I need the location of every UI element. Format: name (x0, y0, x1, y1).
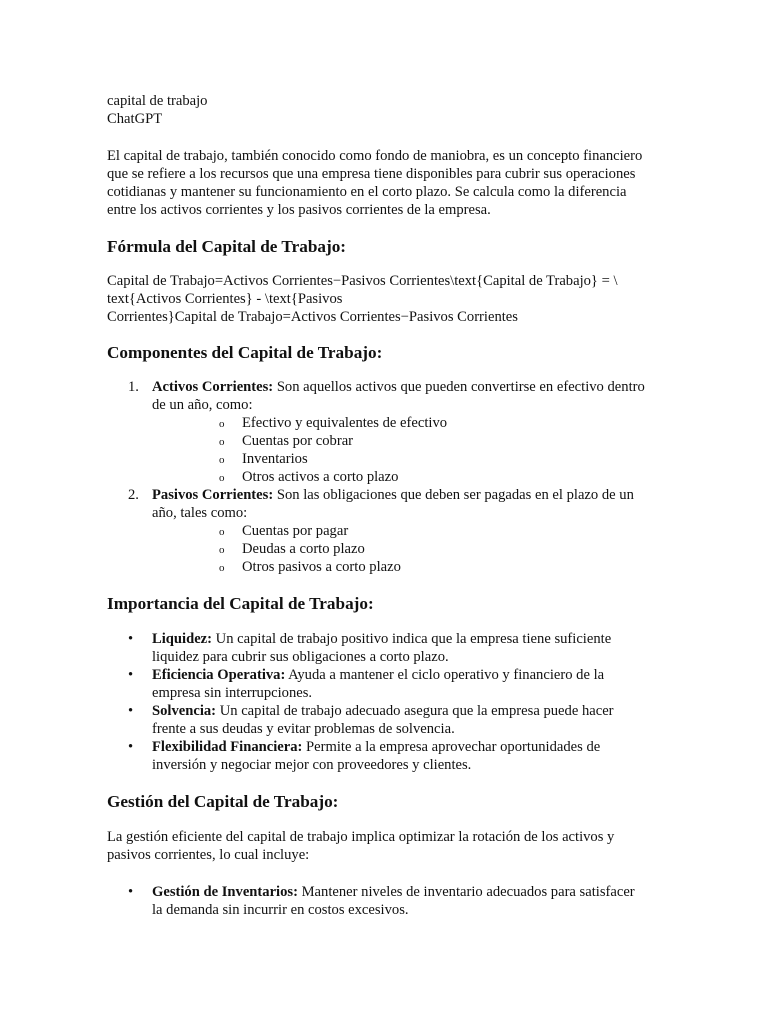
formula-line: Corrientes}Capital de Trabajo=Activos Corrientes−Pasivos Corrientes (107, 309, 518, 325)
list-number: 1. (128, 379, 139, 395)
list-item: • Solvencia: Un capital de trabajo adecuado asegura que la empresa puede hacer frente a sus deudas y evitar problemas de solvencia. (128, 703, 614, 737)
sub-list-item: o Inventarios (219, 451, 308, 467)
item-label: Flexibilidad Financiera: (152, 739, 303, 755)
formula-paragraph (107, 272, 667, 326)
intro-line: cotidianas y mantener su funcionamiento en el corto plazo. Se calcula como la diferencia (107, 184, 627, 200)
sub-list-item: o Deudas a corto plazo (219, 541, 365, 557)
management-paragraph: La gestión eficiente del capital de trabajo implica optimizar la rotación de los activos y pasivos corrientes, lo cual incluye: (107, 829, 615, 863)
item-label: Gestión de Inventarios: (152, 884, 298, 900)
bullet-icon: • (128, 739, 134, 755)
item-text: Son aquellos activos que pueden convertirse en efectivo dentro (273, 379, 645, 395)
bullet-icon: • (128, 703, 134, 719)
intro-line: El capital de trabajo, también conocido como fondo de maniobra, es un concepto financiero (107, 148, 643, 164)
sub-list-item: o Cuentas por pagar (219, 523, 349, 539)
item-label: Activos Corrientes: (152, 379, 274, 395)
importance-heading: Importancia del Capital de Trabajo: (107, 594, 374, 613)
list-item: • Gestión de Inventarios: Mantener niveles de inventario adecuados para satisfacer la demanda sin incurrir en costos excesivos. (128, 884, 635, 918)
sub-list (152, 522, 667, 576)
components-list (107, 378, 667, 576)
circle-bullet-icon: o (219, 472, 225, 484)
list-number: 2. (128, 487, 139, 503)
list-item: • Flexibilidad Financiera: Permite a la empresa aprovechar oportunidades de inversión y negociar mejor con proveedores y clientes. (128, 739, 601, 773)
intro-line: que se refiere a los recursos que una empresa tiene disponibles para cubrir sus operaciones (107, 166, 636, 182)
item-label: Pasivos Corrientes: (152, 487, 274, 503)
item-label: Liquidez: (152, 631, 213, 647)
sub-list-item: o Efectivo y equivalentes de efectivo (219, 415, 448, 431)
document-title: capital de trabajo (107, 93, 208, 109)
item-text: Son las obligaciones que deben ser pagadas en el plazo de un (273, 487, 634, 503)
item-label: Solvencia: (152, 703, 217, 719)
bullet-icon: • (128, 884, 134, 900)
bullet-icon: • (128, 667, 134, 683)
list-item (107, 378, 667, 486)
sub-list-item: o Cuentas por cobrar (219, 433, 354, 449)
bullet-icon: • (128, 631, 134, 647)
components-heading: Componentes del Capital de Trabajo: (107, 343, 383, 362)
intro-paragraph (107, 147, 667, 219)
sub-list (152, 414, 667, 486)
importance-list (107, 630, 667, 774)
circle-bullet-icon: o (219, 562, 225, 574)
circle-bullet-icon: o (219, 454, 225, 466)
intro-line: entre los activos corrientes y los pasivos corrientes de la empresa. (107, 202, 491, 218)
document-source: ChatGPT (107, 111, 163, 127)
document-page (107, 92, 667, 919)
list-item: • Eficiencia Operativa: Ayuda a mantener el ciclo operativo y financiero de la empresa sin interrupciones. (128, 667, 605, 701)
item-text: de un año, como: (152, 397, 253, 413)
management-list (107, 883, 667, 919)
formula-line: Capital de Trabajo=Activos Corrientes−Pasivos Corrientes\text{Capital de Trabajo} = \ (107, 273, 618, 289)
sub-list-item: o Otros activos a corto plazo (219, 469, 399, 485)
circle-bullet-icon: o (219, 526, 225, 538)
circle-bullet-icon: o (219, 436, 225, 448)
sub-list-item: o Otros pasivos a corto plazo (219, 559, 401, 575)
item-label: Eficiencia Operativa: (152, 667, 286, 683)
list-item (107, 486, 667, 576)
circle-bullet-icon: o (219, 544, 225, 556)
circle-bullet-icon: o (219, 418, 225, 430)
item-text: año, tales como: (152, 505, 248, 521)
formula-heading: Fórmula del Capital de Trabajo: (107, 237, 347, 256)
formula-line: text{Activos Corrientes} - \text{Pasivos (107, 291, 343, 307)
management-heading: Gestión del Capital de Trabajo: (107, 792, 339, 811)
list-item: • Liquidez: Un capital de trabajo positivo indica que la empresa tiene suficiente liquidez para cubrir sus obligaciones a corto plazo. (128, 631, 612, 665)
